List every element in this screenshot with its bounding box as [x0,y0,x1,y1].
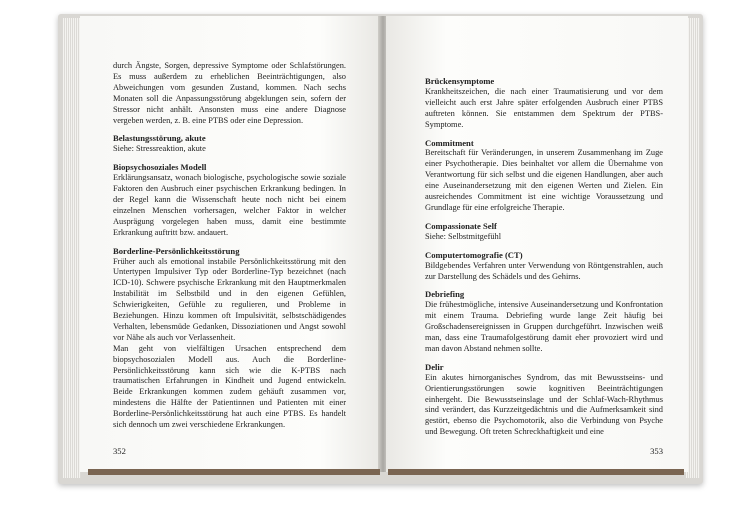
paragraph: durch Ängste, Sorgen, depressive Symptome oder Schlafstörungen. Es muss außerdem zu erheblichen Beeinträchtigungen, also Abweichungen vom gesunden Zustand, kommen. Nach sechs Monaten soll die Anpassungsstörung abgeklungen sein, sofern der Stressor nicht anhält. Ansonsten muss eine andere Diagnose vergeben werden, z. B. eine PTBS oder eine Depression. [113,61,346,125]
entry-text: Erklärungsansatz, wonach biologische, psychologische sowie soziale Faktoren den Ausbruch einer psychischen Erkrankung bedingen. In der Regel kann die Wissenschaft heute noch nicht bei einem einzelnen Menschen vorhersagen, welcher Faktor in welcher Ausprägung vorgelegen haben muss, damit eine bestimmte Erkrankung auftritt bzw. andauert. [113,173,346,237]
entry-text: Siehe: Selbstmitgefühl [425,231,502,241]
entry-term: Borderline-Persönlichkeitsstörung [113,245,240,256]
entry-term: Belastungsstörung, akute [113,133,206,144]
headband-right [388,469,684,475]
entry-text: Bereitschaft für Veränderungen, in unserem Zusammenhang im Zuge einer Psychotherapie. Dies beinhaltet vor allem die Übernahme von Verantwortung für sich selbst und die eigenen Handlungen, aber auch eine Auseinandersetzung mit den eigenen Werten und Zielen. Ein ausreichendes Commitment ist eine wichtige Voraussetzung und Grundlage für eine erfolgreiche Therapie. [425,148,663,212]
page-edges-right [686,18,700,478]
right-page-text [425,76,663,438]
entry-term: Compassionate Self [425,220,497,231]
entry-text: Ein akutes hirnorganisches Syndrom, das mit Bewusstseins- und Orientierungsstörungen sowie kognitiven Beeinträchtigungen einhergeht. Die Bewusstseinslage und der Schlaf-Wach-Rhythmus sind verändert, das Kurzzeitgedächtnis und die Aufmerksamkeit sind gestört, ebenso die Psychomotorik, also die Verbindung von Psyche und Bewegung. Oft treten Schreckhaftigkeit und eine [425,372,663,437]
entry-text: Früher auch als emotional instabile Persönlichkeitsstörung mit den Untertypen Impulsiver Typ oder Borderline-Typ bezeichnet (nach ICD-10). Schwere psychische Erkrankung mit den Hauptmerkmalen Instabilität im Selbstbild und in den eigenen Gefühlen, Schwierigkeiten, Gefühle zu regulieren, und Probleme in Beziehungen. Hinzu kommen oft Impulsivität, selbstschädigendes Verhalten, lebensmüde Gedanken, Dissoziationen und Angst sowohl vor Nähe als auch vor Verlassenheit. [113,256,346,342]
entry-term: Biopsychosoziales Modell [113,162,207,173]
page-edges-left [63,18,81,478]
entry-text: Bildgebendes Verfahren unter Verwendung von Röntgenstrahlen, auch zur Darstellung des Schädels und des Gehirns. [425,260,663,281]
entry-term: Brückensymptome [425,76,495,86]
entry-term: Commitment [425,137,474,148]
page-number: 353 [650,446,663,456]
page-number: 352 [113,446,126,456]
headband-left [88,469,380,475]
left-page [80,16,380,472]
entry-text: Man geht von vielfältigen Ursachen entsprechend dem biopsychosozialen Modell aus. Auch die Borderline-Persönlichkeitsstörung kann sich wie die K-PTBS nach traumatischen Erfahrungen in Kindheit und Jugend entwickeln. Beide Erkrankungen kommen zudem gehäuft zusammen vor, mindestens die Hälfte der Patientinnen und Patienten mit einer Borderline-Persönlichkeitsstörung hat auch eine PTBS. Es handelt sich dennoch um zwei verschiedene Erkrankungen. [113,343,346,430]
entry-text: Die frühestmögliche, intensive Auseinandersetzung und Konfrontation mit einem Trauma. Debriefing wurde lange Zeit häufig bei Großschadensereignissen in Gruppen durchgeführt. Inzwischen weiß man, dass eine Traumafolgestörung damit eher provoziert wird und man davon Abstand nehmen sollte. [425,300,663,353]
entry-text: Siehe: Stressreaktion, akute [113,144,206,154]
entry-text: Krankheitszeichen, die nach einer Traumatisierung und vor dem vielleicht auch erst Jahre später erfolgenden Ausbruch einer PTBS auftreten können. Sie entstammen dem Spektrum der PTBS-Symptome. [425,86,663,129]
entry-term: Computertomografie (CT) [425,249,523,260]
entry-term: Delir [425,361,444,372]
right-page [386,16,688,472]
left-page-text [113,61,346,431]
entry-term: Debriefing [425,289,465,300]
